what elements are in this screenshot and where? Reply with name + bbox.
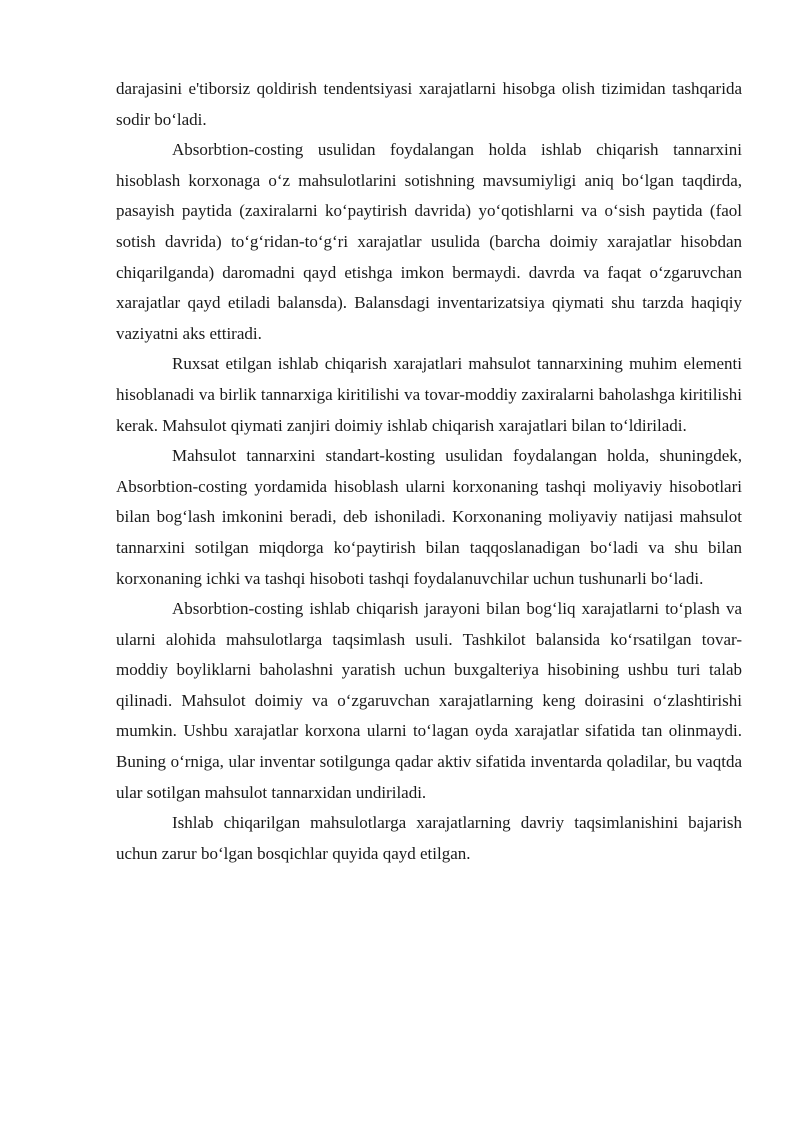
paragraph-absorption-costing-definition: Absorbtion-costing ishlab chiqarish jarayoni bilan bog‘liq xarajatlarni to‘plash va ularni alohida mahsulotlarga taqsimlash usuli. Tashkilot balansida ko‘rsatilgan tovar-moddiy boyliklarni baholashni yaratish uchun buxgalteriya hisobining ushbu turi talab qilinadi. Mahsulot doimiy va o‘zgaruvchan xarajatlarning keng doirasini o‘zlashtirishi mumkin. Ushbu xarajatlar korxona ularni to‘lagan oyda xarajatlar sifatida tan olinmaydi. Buning o‘rniga, ular inventar sotilgunga qadar aktiv sifatida inventarda qoladilar, bu vaqtda ular sotilgan mahsulot tannarxidan undiriladi. <box>116 599 742 802</box>
document-page <box>116 74 742 869</box>
paragraph-allocation-steps: Ishlab chiqarilgan mahsulotlarga xarajatlarning davriy taqsimlanishini bajarish uchun zarur bo‘lgan bosqichlar quyida qayd etilgan. <box>116 813 742 863</box>
paragraph-fixed-production-costs: Ruxsat etilgan ishlab chiqarish xarajatlari mahsulot tannarxining muhim elementi hisoblanadi va birlik tannarxiga kiritilishi va tovar-moddiy zaxiralarni baholashga kiritilishi kerak. Mahsulot qiymati zanjiri doimiy ishlab chiqarish xarajatlari bilan to‘ldiriladi. <box>116 354 742 435</box>
paragraph-continuation: darajasini e'tiborsiz qoldirish tendentsiyasi xarajatlarni hisobga olish tizimidan tashqarida sodir bo‘ladi. <box>116 79 742 129</box>
paragraph-absorption-costing-seasonality: Absorbtion-costing usulidan foydalangan holda ishlab chiqarish tannarxini hisoblash korxonaga o‘z mahsulotlarini sotishning mavsumiyligi aniq bo‘lgan taqdirda, pasayish paytida (zaxiralarni ko‘paytirish davrida) yo‘qotishlarni va o‘sish paytida (faol sotish davrida) to‘g‘ridan-to‘g‘ri xarajatlar usulida (barcha doimiy xarajatlar hisobdan chiqarilganda) daromadni qayd etishga imkon bermaydi. davrda va faqat o‘zgaruvchan xarajatlar qayd etiladi balansda). Balansdagi inventarizatsiya qiymati shu tarzda haqiqiy vaziyatni aks ettiradi. <box>116 140 742 343</box>
paragraph-standard-costing: Mahsulot tannarxini standart-kosting usulidan foydalangan holda, shuningdek, Absorbtion-costing yordamida hisoblash ularni korxonaning tashqi moliyaviy hisobotlari bilan bog‘lash imkonini beradi, deb ishoniladi. Korxonaning moliyaviy natijasi mahsulot tannarxini sotilgan miqdorga ko‘paytirish bilan taqqoslanadigan bo‘ladi va shu bilan korxonaning ichki va tashqi hisoboti tashqi foydalanuvchilar uchun tushunarli bo‘ladi. <box>116 446 742 588</box>
